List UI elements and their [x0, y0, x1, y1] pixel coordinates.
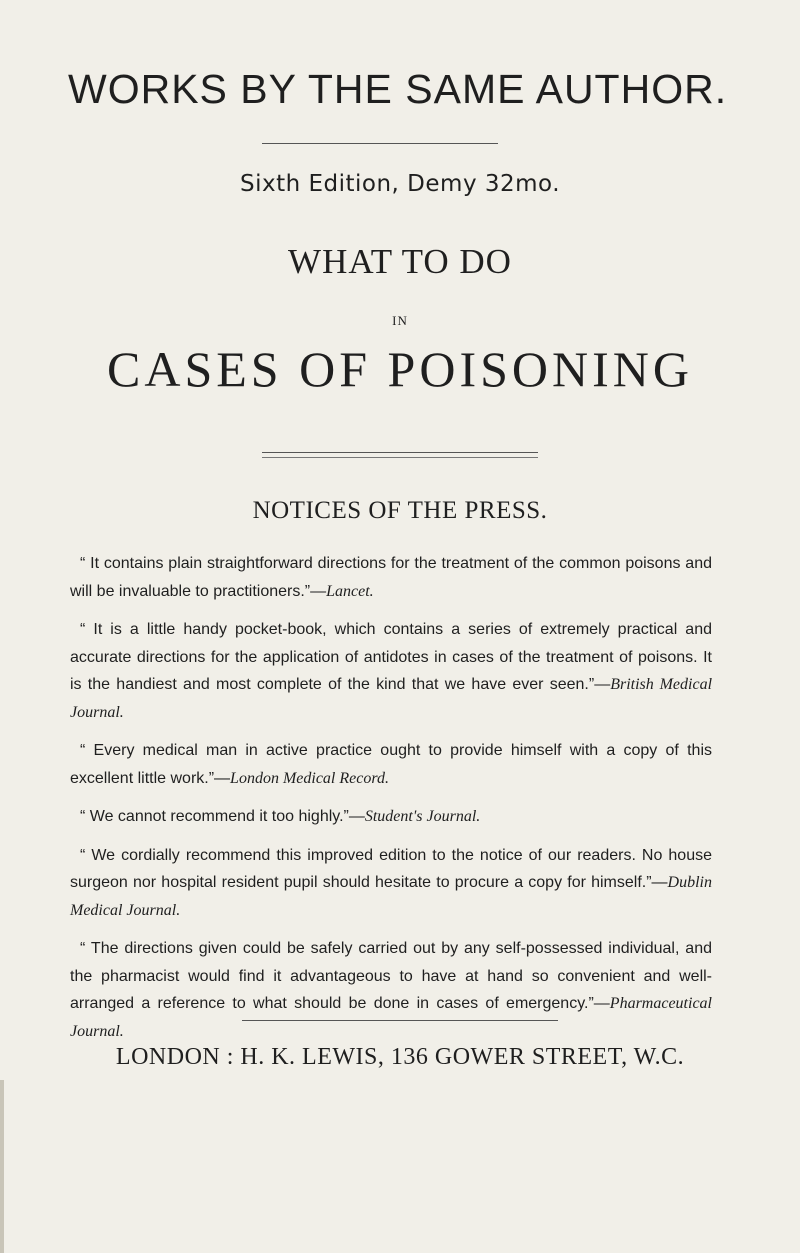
- edition-line: Sixth Edition, Demy 32mo.: [239, 171, 561, 197]
- page-edge: [0, 1080, 4, 1253]
- publisher-imprint: LONDON : H. K. LEWIS, 136 GOWER STREET, W.C.: [115, 1044, 685, 1070]
- notice-source: Lancet.: [326, 582, 374, 600]
- notice-source: Dublin Medical Journal.: [70, 874, 712, 919]
- notice-quote: “ Every medical man in active practice ought to provide himself with a copy of this excellent little work.”—: [70, 742, 712, 787]
- page-title: WORKS BY THE SAME AUTHOR.: [68, 66, 728, 112]
- press-notice: [70, 550, 712, 605]
- title-divider: [262, 143, 498, 144]
- notice-quote: “ It is a little handy pocket-book, which contains a series of extremely practical and accurate directions for the application of antidotes in cases of the treatment of poisons. It is the handiest and most complete of the kind that we have ever seen.”—: [70, 621, 712, 693]
- notice-quote: “ We cannot recommend it too highly.”—: [80, 808, 365, 825]
- book-title-line2: CASES OF POISONING: [107, 341, 693, 397]
- notice-quote: “ The directions given could be safely carried out by any self-possessed individual, and the pharmacist would find it advantageous to have at hand so convenient and well-arranged a reference to what should be done in cases of emergency.”—: [70, 940, 712, 1012]
- notice-source: Pharmaceutical Journal.: [70, 995, 712, 1040]
- press-notice: [70, 935, 712, 1045]
- section-divider: [262, 452, 538, 453]
- press-notices-list: [70, 550, 712, 1056]
- press-notice: [70, 842, 712, 925]
- notice-source: Student's Journal.: [364, 808, 481, 825]
- notice-quote: “ We cordially recommend this improved edition to the notice of our readers. No house surgeon nor hospital resident pupil should hesitate to procure a copy for himself.”—: [70, 846, 712, 891]
- footer-divider: [242, 1020, 558, 1021]
- book-title-connector: IN: [392, 313, 408, 328]
- notice-quote: “ It contains plain straightforward directions for the treatment of the common poisons and will be invaluable to practitioners.”—: [70, 555, 712, 600]
- press-notice: [70, 737, 712, 792]
- notice-source: London Medical Record.: [230, 769, 389, 787]
- book-title-line1: WHAT TO DO: [288, 242, 512, 281]
- press-heading: NOTICES OF THE PRESS.: [252, 497, 548, 524]
- press-notice: [70, 616, 712, 726]
- notice-source: British Medical Journal.: [70, 676, 713, 721]
- press-notice: [70, 803, 712, 831]
